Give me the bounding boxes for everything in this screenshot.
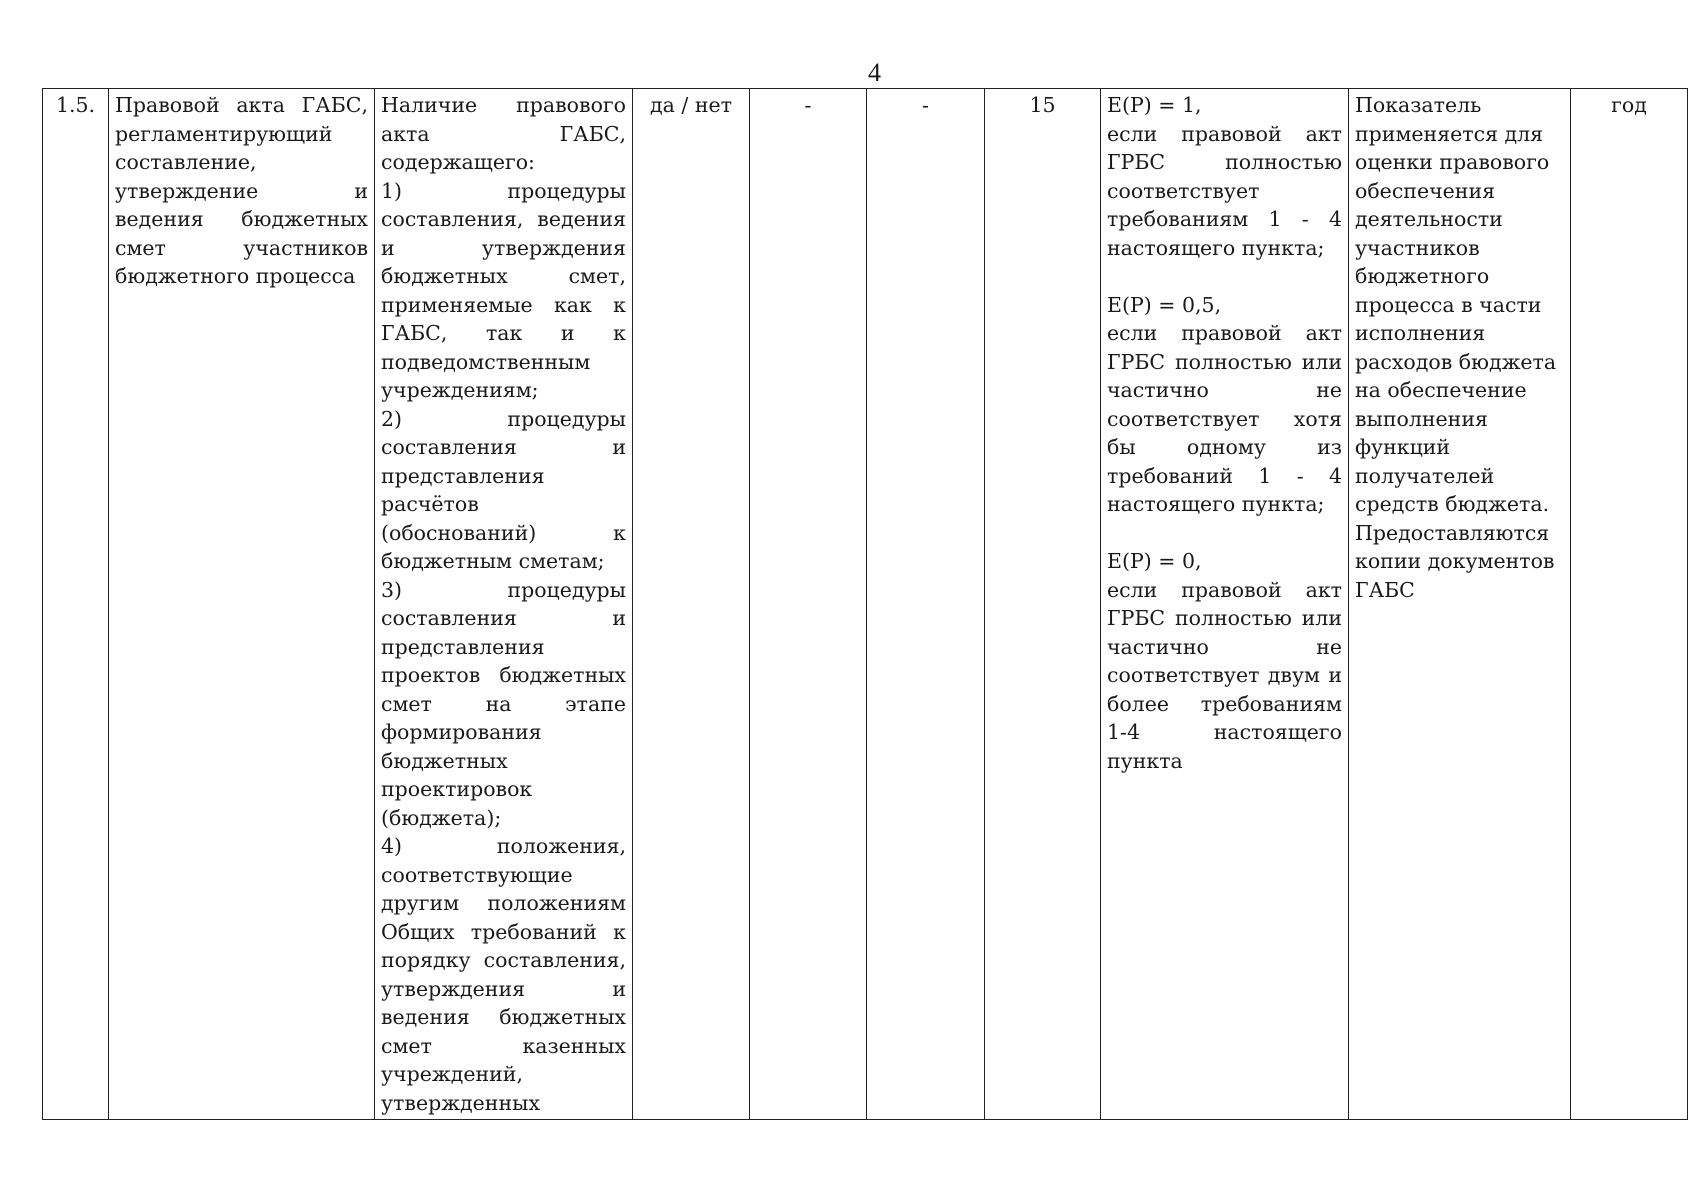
dash-cell-1: - bbox=[750, 89, 867, 1120]
description-item-4: 4) положения, соответствующие другим положениям Общих требований к порядку составления, утверждения и ведения бюджетных смет казенных учреждений, утвержденных bbox=[381, 834, 626, 1115]
formula-label-2: E(P) = 0,5, bbox=[1107, 292, 1222, 317]
description-item-1: 1) процедуры составления, ведения и утверждения бюджетных смет, применяемые как к ГАБС, так и к подведомственным учреждениям; bbox=[381, 178, 626, 402]
page-number: 4 bbox=[868, 58, 881, 87]
formula-text-2: если правовой акт ГРБС полностью или частично не соответствует хотя бы одному из требований 1 - 4 настоящего пункта; bbox=[1107, 321, 1342, 516]
weight-cell: 15 bbox=[985, 89, 1101, 1120]
formula-label-3: E(P) = 0, bbox=[1107, 549, 1202, 573]
indicator-name-cell: Правовой акта ГАБС, регламентирующий составление, утверждение и ведения бюджетных смет участников бюджетного процесса bbox=[109, 89, 375, 1120]
indicator-table bbox=[42, 88, 1688, 1120]
dash-cell-2: - bbox=[867, 89, 985, 1120]
description-intro: Наличие правового акта ГАБС, содержащего: bbox=[381, 93, 626, 174]
formula-label-1: E(P) = 1, bbox=[1107, 93, 1202, 117]
description-item-2: 2) процедуры составления и представления расчётов (обоснований) к бюджетным сметам; bbox=[381, 406, 626, 573]
description-item-3: 3) процедуры составления и представления проектов бюджетных смет на этапе формирования бюджетных проектировок (бюджета); bbox=[381, 577, 626, 830]
period-cell: год bbox=[1571, 89, 1688, 1120]
formula-cell bbox=[1101, 89, 1349, 1120]
formula-text-1: если правовой акт ГРБС полностью соответствует требованиям 1 - 4 настоящего пункта; bbox=[1107, 121, 1342, 260]
table-row bbox=[43, 89, 1688, 1120]
unit-cell: да / нет bbox=[633, 89, 750, 1120]
note-cell: Показатель применяется для оценки правового обеспечения деятельности участников бюджетного процесса в части исполнения расходов бюджета на обеспечение выполнения функций получателей средств бюджета. Предоставляются копии документов ГАБС bbox=[1349, 89, 1571, 1120]
indicator-description-cell bbox=[375, 89, 633, 1120]
formula-text-3: если правовой акт ГРБС полностью или частично не соответствует двум и более требованиям 1-4 настоящего пункта bbox=[1107, 577, 1342, 773]
row-number-cell: 1.5. bbox=[43, 89, 109, 1120]
